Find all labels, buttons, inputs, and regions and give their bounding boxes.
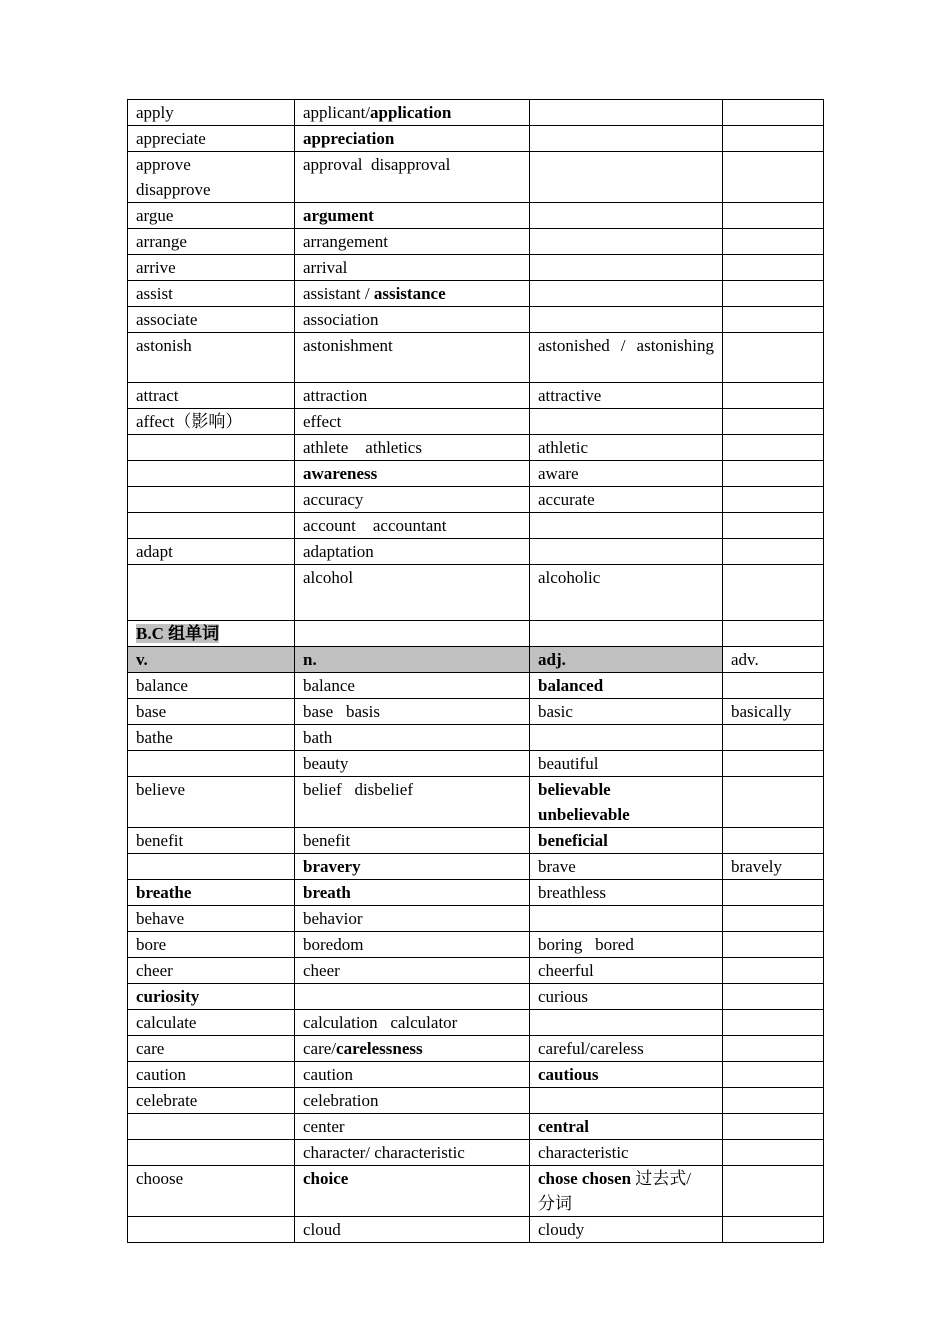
cell-verb <box>128 435 295 461</box>
cell-verb: bathe <box>128 725 295 751</box>
cell-noun <box>295 984 530 1010</box>
cell-adjective <box>530 281 723 307</box>
cell-verb: base <box>128 699 295 725</box>
cell-adjective: brave <box>530 854 723 880</box>
cell-verb: believe <box>128 777 295 828</box>
cell-noun <box>295 100 530 126</box>
cell-verb: argue <box>128 203 295 229</box>
cell-verb: cheer <box>128 958 295 984</box>
cell-adverb <box>723 751 824 777</box>
table-row <box>128 1062 824 1088</box>
cell-verb: care <box>128 1036 295 1062</box>
cell-adverb <box>723 828 824 854</box>
cell-adjective: cloudy <box>530 1217 723 1243</box>
cell-adjective: boring bored <box>530 932 723 958</box>
table-row <box>128 673 824 699</box>
cell-noun: argument <box>295 203 530 229</box>
table-row <box>128 699 824 725</box>
cell-adverb <box>723 281 824 307</box>
table-row <box>128 383 824 409</box>
cell-adverb <box>723 383 824 409</box>
cell-adverb <box>723 958 824 984</box>
cell-adverb <box>723 1036 824 1062</box>
cell-adjective: astonished / astonishing <box>530 333 723 383</box>
column-header-row <box>128 647 824 673</box>
cell-adjective <box>530 725 723 751</box>
cell-adverb <box>723 1010 824 1036</box>
table-row <box>128 487 824 513</box>
cell-noun: boredom <box>295 932 530 958</box>
cell-adjective <box>530 126 723 152</box>
cell-verb: celebrate <box>128 1088 295 1114</box>
cell-verb <box>128 565 295 621</box>
cell-verb: assist <box>128 281 295 307</box>
cell-adverb <box>723 435 824 461</box>
cell-text-part: carelessness <box>336 1039 423 1058</box>
cell-adjective: adj. <box>530 647 723 673</box>
cell-adverb: bravely <box>723 854 824 880</box>
cell-adverb <box>723 565 824 621</box>
cell-verb: adapt <box>128 539 295 565</box>
table-row <box>128 539 824 565</box>
table-row <box>128 932 824 958</box>
cell-adjective: cheerful <box>530 958 723 984</box>
cell-adverb <box>723 1166 824 1217</box>
cell-noun: balance <box>295 673 530 699</box>
cell-adverb <box>723 100 824 126</box>
cell-adjective <box>530 539 723 565</box>
cell-noun: arrival <box>295 255 530 281</box>
cell-verb <box>128 621 295 647</box>
vocabulary-table-body <box>128 100 824 1243</box>
cell-verb: calculate <box>128 1010 295 1036</box>
cell-verb: appreciate <box>128 126 295 152</box>
cell-verb <box>128 1140 295 1166</box>
table-row <box>128 880 824 906</box>
cell-verb: balance <box>128 673 295 699</box>
cell-noun: awareness <box>295 461 530 487</box>
cell-verb: caution <box>128 1062 295 1088</box>
cell-adjective: characteristic <box>530 1140 723 1166</box>
section-heading: B.C 组单词 <box>136 624 220 643</box>
cell-verb <box>128 1114 295 1140</box>
table-row <box>128 725 824 751</box>
cell-adverb <box>723 880 824 906</box>
cell-adjective <box>530 203 723 229</box>
cell-noun: accuracy <box>295 487 530 513</box>
cell-noun: choice <box>295 1166 530 1217</box>
table-row <box>128 1036 824 1062</box>
cell-noun: caution <box>295 1062 530 1088</box>
cell-adverb <box>723 513 824 539</box>
cell-adverb <box>723 487 824 513</box>
cell-verb: arrive <box>128 255 295 281</box>
cell-noun: center <box>295 1114 530 1140</box>
cell-adjective: balanced <box>530 673 723 699</box>
cell-verb: curiosity <box>128 984 295 1010</box>
cell-adverb <box>723 725 824 751</box>
cell-verb <box>128 1217 295 1243</box>
cell-adverb: adv. <box>723 647 824 673</box>
cell-text-part: chose chosen <box>538 1169 632 1188</box>
cell-adverb <box>723 932 824 958</box>
table-row <box>128 307 824 333</box>
cell-verb <box>128 751 295 777</box>
cell-noun: account accountant <box>295 513 530 539</box>
cell-noun: behavior <box>295 906 530 932</box>
cell-verb: arrange <box>128 229 295 255</box>
table-row <box>128 461 824 487</box>
cell-adverb <box>723 333 824 383</box>
table-row <box>128 958 824 984</box>
cell-noun: calculation calculator <box>295 1010 530 1036</box>
table-row <box>128 751 824 777</box>
cell-adjective <box>530 307 723 333</box>
cell-adverb: basically <box>723 699 824 725</box>
table-row <box>128 1217 824 1243</box>
cell-adverb <box>723 229 824 255</box>
cell-text-part: assistance <box>373 284 446 303</box>
table-row <box>128 435 824 461</box>
cell-adjective <box>530 621 723 647</box>
cell-adverb <box>723 539 824 565</box>
cell-noun <box>295 621 530 647</box>
cell-noun: appreciation <box>295 126 530 152</box>
cell-verb <box>128 487 295 513</box>
cell-verb: bore <box>128 932 295 958</box>
table-row <box>128 1166 824 1217</box>
cell-adverb <box>723 409 824 435</box>
cell-adverb <box>723 906 824 932</box>
cell-noun: association <box>295 307 530 333</box>
cell-adjective: cautious <box>530 1062 723 1088</box>
cell-adjective <box>530 906 723 932</box>
cell-noun: athlete athletics <box>295 435 530 461</box>
cell-verb <box>128 461 295 487</box>
cell-noun: breath <box>295 880 530 906</box>
cell-text-part: 过去式/ 分词 <box>538 1169 692 1213</box>
cell-noun: n. <box>295 647 530 673</box>
cell-verb: associate <box>128 307 295 333</box>
cell-text-part: care/ <box>303 1039 337 1058</box>
cell-noun: arrangement <box>295 229 530 255</box>
table-row <box>128 1010 824 1036</box>
table-row <box>128 203 824 229</box>
table-row <box>128 1140 824 1166</box>
cell-text-part: assistant / <box>303 284 374 303</box>
cell-adjective <box>530 1088 723 1114</box>
cell-adjective: athletic <box>530 435 723 461</box>
table-row <box>128 409 824 435</box>
cell-verb <box>128 513 295 539</box>
cell-adjective: believable unbelievable <box>530 777 723 828</box>
cell-text-part: applicant/ <box>303 103 371 122</box>
cell-adverb <box>723 673 824 699</box>
table-row <box>128 126 824 152</box>
cell-noun: benefit <box>295 828 530 854</box>
cell-adverb <box>723 1088 824 1114</box>
cell-noun <box>295 1036 530 1062</box>
cell-verb: affect（影响） <box>128 409 295 435</box>
cell-adverb <box>723 1140 824 1166</box>
cell-adjective <box>530 100 723 126</box>
cell-adjective <box>530 229 723 255</box>
cell-verb: attract <box>128 383 295 409</box>
cell-adverb <box>723 621 824 647</box>
cell-adjective: basic <box>530 699 723 725</box>
vocabulary-table <box>127 99 824 1243</box>
cell-verb: choose <box>128 1166 295 1217</box>
table-row <box>128 333 824 383</box>
cell-noun: celebration <box>295 1088 530 1114</box>
table-row <box>128 255 824 281</box>
cell-noun: attraction <box>295 383 530 409</box>
cell-adjective <box>530 152 723 203</box>
cell-verb: apply <box>128 100 295 126</box>
cell-noun: alcohol <box>295 565 530 621</box>
cell-adverb <box>723 777 824 828</box>
cell-adjective <box>530 409 723 435</box>
cell-noun: cheer <box>295 958 530 984</box>
cell-adjective: alcoholic <box>530 565 723 621</box>
cell-verb: astonish <box>128 333 295 383</box>
cell-adverb <box>723 984 824 1010</box>
section-heading-row <box>128 621 824 647</box>
table-row <box>128 100 824 126</box>
cell-adjective: breathless <box>530 880 723 906</box>
table-row <box>128 1114 824 1140</box>
cell-verb: behave <box>128 906 295 932</box>
cell-adjective: careful/careless <box>530 1036 723 1062</box>
cell-adverb <box>723 307 824 333</box>
cell-adjective: beneficial <box>530 828 723 854</box>
cell-verb: approve disapprove <box>128 152 295 203</box>
cell-adjective: accurate <box>530 487 723 513</box>
cell-adjective: aware <box>530 461 723 487</box>
cell-noun: beauty <box>295 751 530 777</box>
cell-noun: bravery <box>295 854 530 880</box>
cell-noun: base basis <box>295 699 530 725</box>
cell-verb <box>128 854 295 880</box>
table-row <box>128 906 824 932</box>
cell-text-part: application <box>370 103 452 122</box>
cell-noun: astonishment <box>295 333 530 383</box>
cell-adverb <box>723 126 824 152</box>
cell-adverb <box>723 1062 824 1088</box>
cell-noun: bath <box>295 725 530 751</box>
table-row <box>128 854 824 880</box>
cell-adverb <box>723 1217 824 1243</box>
cell-noun: adaptation <box>295 539 530 565</box>
table-row <box>128 984 824 1010</box>
cell-adjective <box>530 1166 723 1217</box>
cell-verb: breathe <box>128 880 295 906</box>
table-row <box>128 152 824 203</box>
cell-adjective <box>530 513 723 539</box>
cell-adjective: attractive <box>530 383 723 409</box>
cell-adverb <box>723 255 824 281</box>
table-row <box>128 513 824 539</box>
table-row <box>128 229 824 255</box>
cell-noun: character/ characteristic <box>295 1140 530 1166</box>
cell-adverb <box>723 461 824 487</box>
cell-noun <box>295 281 530 307</box>
cell-adverb <box>723 1114 824 1140</box>
cell-noun: cloud <box>295 1217 530 1243</box>
cell-adjective <box>530 1010 723 1036</box>
cell-noun: belief disbelief <box>295 777 530 828</box>
cell-noun: effect <box>295 409 530 435</box>
cell-adverb <box>723 152 824 203</box>
cell-noun: approval disapproval <box>295 152 530 203</box>
cell-verb: benefit <box>128 828 295 854</box>
cell-adjective: central <box>530 1114 723 1140</box>
cell-adjective <box>530 255 723 281</box>
table-row <box>128 828 824 854</box>
cell-adjective: beautiful <box>530 751 723 777</box>
table-row <box>128 1088 824 1114</box>
table-row <box>128 565 824 621</box>
table-row <box>128 281 824 307</box>
table-row <box>128 777 824 828</box>
cell-adjective: curious <box>530 984 723 1010</box>
cell-adverb <box>723 203 824 229</box>
cell-verb: v. <box>128 647 295 673</box>
